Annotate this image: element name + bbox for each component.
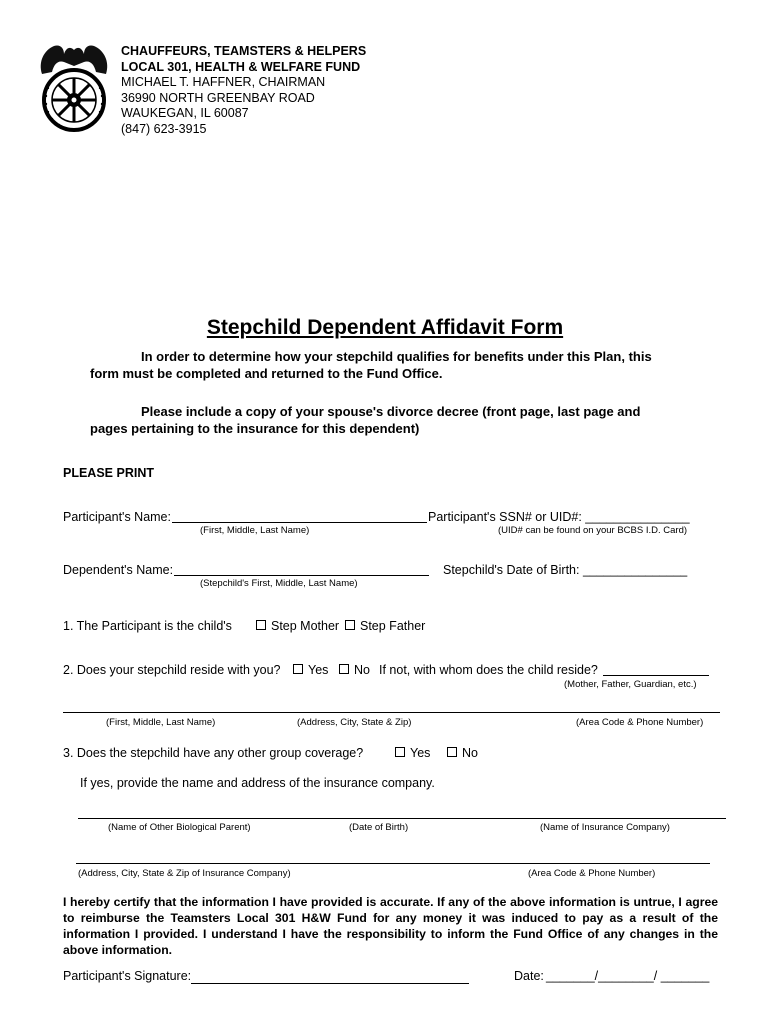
guardian-phone-hint: (Area Code & Phone Number)	[576, 717, 704, 728]
option-q3-no-label: No	[462, 746, 478, 760]
option-q2-no-label: No	[354, 663, 370, 677]
question-3-text: 3. Does the stepchild have any other group coverage?	[63, 746, 364, 760]
dependent-name-field[interactable]	[174, 575, 429, 576]
intro-paragraph-2-line2: pages pertaining to the insurance for this dependent)	[90, 421, 420, 436]
chairman-name: MICHAEL T. HAFFNER, CHAIRMAN	[121, 75, 326, 89]
checkbox-icon[interactable]	[293, 664, 303, 674]
org-name-line2: LOCAL 301, HEALTH & WELFARE FUND	[121, 59, 361, 74]
participant-name-hint: (First, Middle, Last Name)	[200, 525, 310, 536]
certification-text: I hereby certify that the information I have provided is accurate. If any of the above information is untrue, I agree to reimburse the Teamsters Local 301 H&W Fund for any money it was induced to pay as a result of the information I provided. I understand I have the responsibility to inform the Fund Office of any changes in the above information.	[63, 895, 718, 957]
stepchild-dob-field[interactable]: Stepchild's Date of Birth: _______________	[443, 563, 688, 577]
option-q3-yes[interactable]	[395, 746, 430, 760]
other-parent-name-hint: (Name of Other Biological Parent)	[108, 822, 251, 833]
option-q2-yes[interactable]	[293, 663, 328, 677]
dependent-name-label: Dependent's Name:	[63, 563, 174, 577]
date-label: Date:	[514, 969, 544, 983]
org-name-line1: CHAUFFEURS, TEAMSTERS & HELPERS	[121, 44, 367, 58]
checkbox-icon[interactable]	[256, 620, 266, 630]
insurance-address-field[interactable]	[76, 863, 710, 864]
option-step-father[interactable]	[345, 619, 425, 633]
checkbox-icon[interactable]	[447, 747, 457, 757]
checkbox-icon[interactable]	[395, 747, 405, 757]
option-q2-no[interactable]	[339, 663, 370, 677]
please-print-heading: PLEASE PRINT	[63, 466, 154, 480]
participant-ssn-field[interactable]: Participant's SSN# or UID#: _______________	[428, 510, 690, 524]
city-state-zip: WAUKEGAN, IL 60087	[121, 106, 249, 120]
option-q3-yes-label: Yes	[410, 746, 431, 760]
intro-paragraph-1-line1: In order to determine how your stepchild qualifies for benefits under this Plan, this	[141, 349, 652, 364]
resides-with-field[interactable]	[603, 675, 709, 676]
checkbox-icon[interactable]	[345, 620, 355, 630]
phone-number: (847) 623-3915	[121, 121, 207, 136]
insurance-phone-hint: (Area Code & Phone Number)	[528, 868, 656, 879]
resides-with-hint: (Mother, Father, Guardian, etc.)	[564, 679, 697, 690]
guardian-info-field[interactable]	[63, 712, 720, 713]
participant-ssn-hint: (UID# can be found on your BCBS I.D. Card)	[498, 525, 688, 536]
letterhead	[121, 44, 366, 137]
option-step-father-label: Step Father	[360, 619, 426, 633]
guardian-name-hint: (First, Middle, Last Name)	[106, 717, 216, 728]
page-title: Stepchild Dependent Affidavit Form	[206, 316, 564, 339]
dependent-name-hint: (Stepchild's First, Middle, Last Name)	[200, 578, 358, 589]
guardian-address-hint: (Address, City, State & Zip)	[297, 717, 412, 728]
question-1-text: 1. The Participant is the child's	[63, 619, 232, 633]
question-2-followup: If not, with whom does the child reside?	[379, 663, 598, 677]
teamsters-logo-icon	[34, 42, 114, 136]
insurance-address-hint: (Address, City, State & Zip of Insurance Company)	[78, 868, 291, 879]
signature-label: Participant's Signature:	[63, 969, 192, 983]
checkbox-icon[interactable]	[339, 664, 349, 674]
option-q2-yes-label: Yes	[308, 663, 329, 677]
intro-paragraph-1-line2: form must be completed and returned to the Fund Office.	[90, 366, 443, 381]
intro-paragraph-2-line1: Please include a copy of your spouse's divorce decree (front page, last page and	[141, 404, 641, 419]
street-address: 36990 NORTH GREENBAY ROAD	[121, 90, 315, 105]
option-step-mother[interactable]	[256, 619, 339, 633]
participant-name-field[interactable]	[172, 522, 427, 523]
option-step-mother-label: Step Mother	[271, 619, 340, 633]
insurance-company-hint: (Name of Insurance Company)	[540, 822, 670, 833]
signature-field[interactable]	[191, 983, 469, 984]
other-parent-dob-hint: (Date of Birth)	[349, 822, 409, 833]
participant-name-label: Participant's Name:	[63, 510, 171, 524]
date-field[interactable]: _______/________/ _______	[546, 969, 710, 983]
question-3-ifyes: If yes, provide the name and address of the insurance company.	[80, 776, 435, 790]
option-q3-no[interactable]	[447, 746, 478, 760]
other-parent-info-field[interactable]	[78, 818, 726, 819]
question-2-text: 2. Does your stepchild reside with you?	[63, 663, 281, 677]
